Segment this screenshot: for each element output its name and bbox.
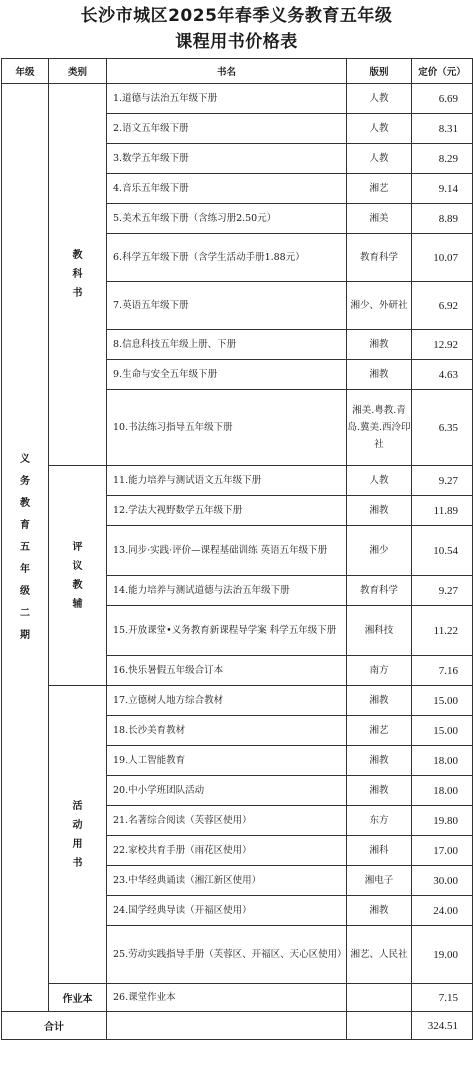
book-price: 12.92 xyxy=(412,330,473,360)
category-cell-activity xyxy=(49,686,107,984)
book-price: 18.00 xyxy=(412,776,473,806)
book-price: 6.35 xyxy=(412,390,473,466)
book-name: 15.开放课堂•义务教育新课程导学案 科学五年级下册 xyxy=(107,606,347,656)
book-publisher: 湘教 xyxy=(347,330,412,360)
book-price: 15.00 xyxy=(412,686,473,716)
header-row xyxy=(2,59,473,84)
header-edition: 版别 xyxy=(347,59,412,84)
book-price: 10.07 xyxy=(412,234,473,282)
total-label: 合计 xyxy=(2,1012,107,1040)
book-name: 24.国学经典导读（开福区使用） xyxy=(107,896,347,926)
book-publisher: 湘艺、人民社 xyxy=(347,926,412,984)
book-publisher: 湘教 xyxy=(347,746,412,776)
book-price: 6.92 xyxy=(412,282,473,330)
book-name: 8.信息科技五年级上册、下册 xyxy=(107,330,347,360)
book-price: 8.29 xyxy=(412,144,473,174)
category-cell-supplement xyxy=(49,466,107,686)
book-publisher: 湘美.粤教.青岛.冀美.西泠印社 xyxy=(347,390,412,466)
book-price: 9.27 xyxy=(412,576,473,606)
book-name: 6.科学五年级下册（含学生活动手册1.88元） xyxy=(107,234,347,282)
book-name: 7.英语五年级下册 xyxy=(107,282,347,330)
book-publisher: 湘艺 xyxy=(347,174,412,204)
book-price: 15.00 xyxy=(412,716,473,746)
title-block xyxy=(0,0,473,58)
book-price: 18.00 xyxy=(412,746,473,776)
category-cell-homework: 作业本 xyxy=(49,984,107,1012)
total-empty-cell xyxy=(107,1012,347,1040)
book-name: 5.美术五年级下册（含练习册2.50元） xyxy=(107,204,347,234)
table-row xyxy=(2,466,473,496)
book-name: 3.数学五年级下册 xyxy=(107,144,347,174)
book-publisher: 湘教 xyxy=(347,686,412,716)
book-name: 25.劳动实践指导手册（芙蓉区、开福区、天心区使用） xyxy=(107,926,347,984)
category-label-activity: 活动用书 xyxy=(72,800,83,869)
category-label-textbook: 教科书 xyxy=(72,250,83,299)
book-price: 17.00 xyxy=(412,836,473,866)
book-publisher: 湘少 xyxy=(347,526,412,576)
book-name: 16.快乐暑假五年级合订本 xyxy=(107,656,347,686)
table-row xyxy=(2,686,473,716)
book-publisher: 人教 xyxy=(347,466,412,496)
book-publisher: 湘科 xyxy=(347,836,412,866)
book-name: 18.长沙美育教材 xyxy=(107,716,347,746)
book-name: 26.课堂作业本 xyxy=(107,984,347,1012)
book-name: 22.家校共育手册（雨花区使用） xyxy=(107,836,347,866)
book-publisher: 人教 xyxy=(347,114,412,144)
header-title: 书名 xyxy=(107,59,347,84)
book-price: 19.00 xyxy=(412,926,473,984)
grade-label: 义务教育五年级二期 xyxy=(20,453,30,641)
table-row xyxy=(2,84,473,114)
header-category: 类别 xyxy=(49,59,107,84)
header-price: 定价（元） xyxy=(412,59,473,84)
book-publisher: 湘艺 xyxy=(347,716,412,746)
total-value: 324.51 xyxy=(412,1012,473,1040)
total-row xyxy=(2,1012,473,1040)
total-empty-cell xyxy=(347,1012,412,1040)
book-publisher: 东方 xyxy=(347,806,412,836)
book-publisher: 湘教 xyxy=(347,360,412,390)
book-publisher: 湘美 xyxy=(347,204,412,234)
book-price: 9.27 xyxy=(412,466,473,496)
book-price: 9.14 xyxy=(412,174,473,204)
book-price: 8.89 xyxy=(412,204,473,234)
book-name: 1.道德与法治五年级下册 xyxy=(107,84,347,114)
price-table xyxy=(1,58,473,1040)
book-price: 8.31 xyxy=(412,114,473,144)
book-name: 14.能力培养与测试道德与法治五年级下册 xyxy=(107,576,347,606)
book-name: 9.生命与安全五年级下册 xyxy=(107,360,347,390)
table-row xyxy=(2,984,473,1012)
book-publisher: 湘教 xyxy=(347,776,412,806)
book-price: 7.15 xyxy=(412,984,473,1012)
category-label-supplement: 评议教辅 xyxy=(72,541,83,610)
book-price: 19.80 xyxy=(412,806,473,836)
book-publisher: 湘教 xyxy=(347,896,412,926)
book-name: 21.名著综合阅读（芙蓉区使用） xyxy=(107,806,347,836)
category-cell-textbook xyxy=(49,84,107,466)
book-price: 4.63 xyxy=(412,360,473,390)
book-publisher: 湘科技 xyxy=(347,606,412,656)
book-publisher: 湘电子 xyxy=(347,866,412,896)
page-title-line1: 长沙市城区2025年春季义务教育五年级 xyxy=(80,6,393,26)
grade-cell xyxy=(2,84,49,1012)
book-name: 10.书法练习指导五年级下册 xyxy=(107,390,347,466)
book-name: 4.音乐五年级下册 xyxy=(107,174,347,204)
book-name: 23.中华经典诵读（湘江新区使用） xyxy=(107,866,347,896)
book-publisher: 教育科学 xyxy=(347,234,412,282)
book-publisher: 湘教 xyxy=(347,496,412,526)
book-price: 11.22 xyxy=(412,606,473,656)
book-name: 20.中小学班团队活动 xyxy=(107,776,347,806)
book-publisher: 湘少、外研社 xyxy=(347,282,412,330)
book-name: 12.学法大视野数学五年级下册 xyxy=(107,496,347,526)
book-name: 17.立德树人地方综合教材 xyxy=(107,686,347,716)
book-publisher: 教育科学 xyxy=(347,576,412,606)
book-publisher xyxy=(347,984,412,1012)
page-title-line2: 课程用书价格表 xyxy=(175,32,298,52)
book-name: 11.能力培养与测试语文五年级下册 xyxy=(107,466,347,496)
book-price: 7.16 xyxy=(412,656,473,686)
book-price: 11.89 xyxy=(412,496,473,526)
header-grade: 年级 xyxy=(2,59,49,84)
book-name: 19.人工智能教育 xyxy=(107,746,347,776)
book-price: 6.69 xyxy=(412,84,473,114)
book-price: 10.54 xyxy=(412,526,473,576)
book-name: 2.语文五年级下册 xyxy=(107,114,347,144)
book-publisher: 南方 xyxy=(347,656,412,686)
book-price: 24.00 xyxy=(412,896,473,926)
book-publisher: 人教 xyxy=(347,84,412,114)
book-price: 30.00 xyxy=(412,866,473,896)
book-name: 13.同步·实践·评价—课程基础训练 英语五年级下册 xyxy=(107,526,347,576)
book-publisher: 人教 xyxy=(347,144,412,174)
